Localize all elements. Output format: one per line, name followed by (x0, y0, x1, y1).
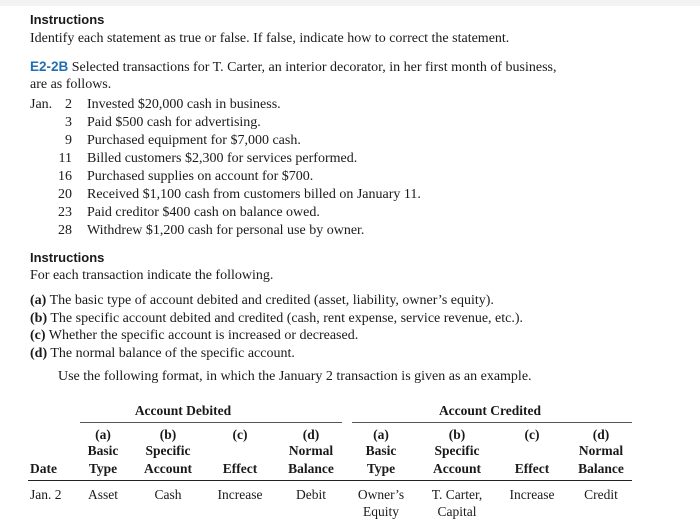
exercise-line2: are as follows. (30, 77, 112, 92)
col-b-line2: Account (144, 461, 192, 476)
transaction-text: Purchased supplies on account for $700. (87, 169, 314, 184)
transaction-day: 20 (58, 187, 72, 202)
col-b-label: (b) (159, 427, 177, 442)
col-d2-line1: Normal (578, 443, 624, 458)
instruction-item-label: (d) (30, 346, 48, 361)
exercise-line1: Selected transactions for T. Carter, an interior decorator, in her first month of business, (71, 60, 557, 75)
credited-title: Account Credited (438, 403, 542, 418)
transaction-day: 28 (58, 223, 72, 238)
col-d-line1: Normal (288, 443, 334, 458)
instruction-item-text: The specific account debited and credited (cash, rent expense, service revenue, etc.). (50, 311, 524, 326)
header-rule (28, 480, 632, 481)
instruction-item-text: The normal balance of the specific account. (50, 346, 295, 361)
transaction-day: 9 (65, 133, 72, 148)
instruction-item (30, 346, 295, 362)
col-a2-line1: Basic (365, 443, 397, 458)
row-date: Jan. 2 (30, 487, 62, 502)
instruction-item-text: Whether the specific account is increased or decreased. (48, 328, 359, 343)
col-b2-line1: Specific (434, 443, 480, 458)
transaction-text: Billed customers $2,300 for services performed. (87, 151, 358, 166)
transaction-day: 2 (65, 97, 72, 112)
transaction-text: Invested $20,000 cash in business. (87, 97, 281, 112)
debit-account: Cash (154, 487, 182, 502)
exercise-code: E2-2B (30, 59, 69, 74)
transaction-text: Paid creditor $400 cash on balance owed. (87, 205, 320, 220)
col-d2-label: (d) (592, 427, 610, 442)
col-date: Date (30, 461, 57, 476)
debit-effect: Increase (217, 487, 263, 502)
transaction-day: 23 (58, 205, 72, 220)
credit-balance: Credit (584, 487, 618, 502)
instruction-item-label: (a) (30, 293, 47, 308)
credit-effect: Increase (509, 487, 555, 502)
col-a-line2: Type (88, 461, 118, 476)
transaction-month: Jan. (30, 97, 53, 112)
transaction-day: 11 (58, 151, 72, 166)
instructions-text: Identify each statement as true or false. If false, indicate how to correct the statement. (30, 31, 510, 46)
col-a2-line2: Type (366, 461, 396, 476)
credit-account-line2: Capital (437, 504, 477, 519)
transaction-day: 3 (65, 115, 72, 130)
col-d-line2: Balance (288, 461, 334, 476)
col-c-line2: Effect (222, 461, 258, 476)
debit-balance: Debit (296, 487, 326, 502)
instructions2-intro: For each transaction indicate the following. (30, 268, 274, 283)
col-b2-line2: Account (433, 461, 481, 476)
instructions-heading: Instructions (30, 12, 105, 27)
instruction-item-label: (b) (30, 311, 48, 326)
col-b2-label: (b) (448, 427, 466, 442)
col-a-label: (a) (95, 427, 111, 442)
credit-type-line1: Owner’s (357, 487, 405, 502)
transaction-text: Received $1,100 cash from customers billed on January 11. (87, 187, 421, 202)
format-note: Use the following format, in which the January 2 transaction is given as an example. (58, 369, 532, 384)
transaction-text: Purchased equipment for $7,000 cash. (87, 133, 301, 148)
debit-type: Asset (88, 487, 118, 502)
debited-title: Account Debited (134, 403, 232, 418)
instructions2-heading: Instructions (30, 250, 105, 265)
instruction-item (30, 293, 494, 309)
instruction-item (30, 311, 523, 327)
credit-account-line1: T. Carter, (431, 487, 483, 502)
top-strip (0, 0, 700, 6)
col-c-label: (c) (232, 427, 248, 442)
exercise-intro-line1 (30, 59, 556, 76)
col-b-line1: Specific (145, 443, 191, 458)
col-a-line1: Basic (87, 443, 119, 458)
col-c2-label: (c) (524, 427, 540, 442)
credited-rule (352, 422, 632, 423)
col-d2-line2: Balance (578, 461, 624, 476)
instruction-item-text: The basic type of account debited and credited (asset, liability, owner’s equity). (49, 293, 494, 308)
transaction-text: Withdrew $1,200 cash for personal use by owner. (87, 223, 365, 238)
credit-type-line2: Equity (363, 504, 399, 519)
instruction-item (30, 328, 358, 344)
transaction-text: Paid $500 cash for advertising. (87, 115, 261, 130)
instruction-item-label: (c) (30, 328, 46, 343)
debited-rule (80, 422, 342, 423)
col-d-label: (d) (302, 427, 320, 442)
col-a2-label: (a) (373, 427, 389, 442)
col-c2-line2: Effect (514, 461, 550, 476)
transaction-day: 16 (58, 169, 72, 184)
